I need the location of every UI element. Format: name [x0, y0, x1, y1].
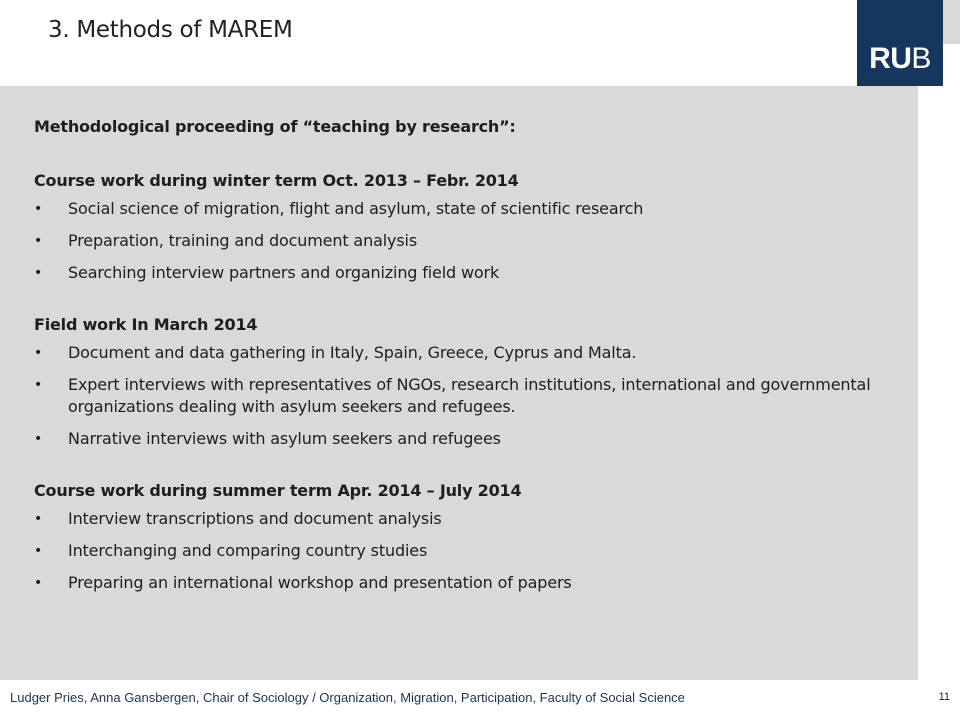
- bullet-item: [34, 230, 904, 252]
- bullet-item: [34, 508, 904, 530]
- course-section: [34, 480, 904, 594]
- bullet-list: [34, 508, 904, 594]
- slide-title: 3. Methods of MAREM: [48, 17, 293, 43]
- bullet-text: Interchanging and comparing country studies: [68, 541, 428, 560]
- bullet-text: Preparing an international workshop and presentation of papers: [68, 573, 572, 592]
- bullet-item: [34, 572, 904, 594]
- rub-logo: [857, 0, 943, 86]
- section-heading: Field work In March 2014: [34, 315, 258, 334]
- bullet-item: [34, 262, 904, 284]
- bullet-list: [34, 342, 904, 450]
- bullet-item: [34, 540, 904, 562]
- bullet-icon: •: [34, 575, 43, 591]
- bullet-icon: •: [34, 511, 43, 527]
- sections-container: [34, 170, 904, 594]
- bullet-text: Preparation, training and document analysis: [68, 231, 418, 250]
- bullet-item: [34, 428, 904, 450]
- bullet-icon: •: [34, 431, 43, 447]
- bullet-icon: •: [34, 345, 43, 361]
- bullet-icon: •: [34, 265, 43, 281]
- bullet-text: Expert interviews with representatives of NGOs, research institutions, international and governmental organizations dealing with asylum seekers and refugees.: [68, 375, 871, 416]
- bullet-icon: •: [34, 233, 43, 249]
- bullet-icon: •: [34, 201, 43, 217]
- bullet-icon: •: [34, 377, 43, 393]
- bullet-text: Searching interview partners and organizing field work: [68, 263, 500, 282]
- page-number: 11: [938, 691, 950, 703]
- bullet-text: Social science of migration, flight and asylum, state of scientific research: [68, 199, 644, 218]
- intro-heading: Methodological proceeding of “teaching by research”:: [34, 117, 516, 136]
- logo-text-ru: RU: [869, 42, 912, 75]
- bullet-text: Narrative interviews with asylum seekers and refugees: [68, 429, 501, 448]
- bullet-text: Interview transcriptions and document analysis: [68, 509, 442, 528]
- bullet-icon: •: [34, 543, 43, 559]
- bullet-item: [34, 342, 904, 364]
- content-panel: [0, 86, 918, 680]
- bullet-list: [34, 198, 904, 284]
- slide-body: [34, 116, 904, 594]
- section-heading: Course work during summer term Apr. 2014 – July 2014: [34, 481, 522, 500]
- bullet-text: Document and data gathering in Italy, Spain, Greece, Cyprus and Malta.: [68, 343, 637, 362]
- footer-credits: Ludger Pries, Anna Gansbergen, Chair of Sociology / Organization, Migration, Participation, Faculty of Social Science: [10, 690, 685, 705]
- bullet-item: [34, 374, 904, 418]
- header-decoration: [943, 0, 960, 44]
- section-heading: Course work during winter term Oct. 2013 – Febr. 2014: [34, 171, 519, 190]
- course-section: [34, 314, 904, 450]
- bullet-item: [34, 198, 904, 220]
- course-section: [34, 170, 904, 284]
- logo-text-b: B: [911, 42, 931, 75]
